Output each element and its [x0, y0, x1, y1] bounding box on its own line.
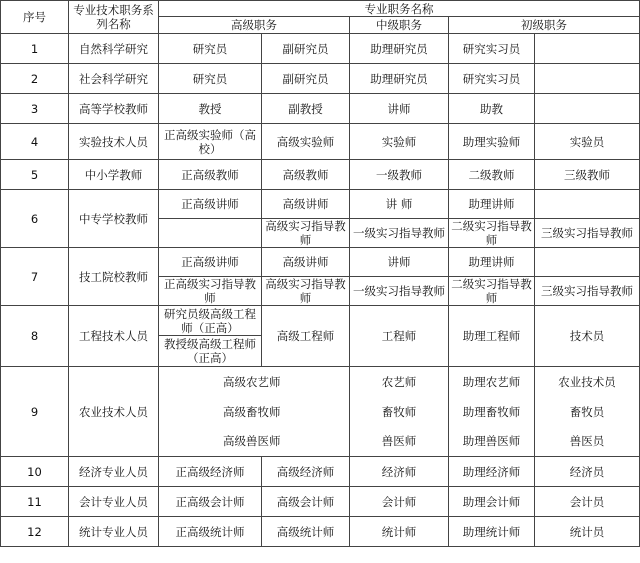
middle-title: 讲 师	[350, 190, 449, 219]
table-row	[1, 34, 640, 64]
junior-title: 助理会计师	[449, 487, 535, 517]
senior-title: 正高级实验师（高校）	[159, 124, 262, 160]
junior-title: 实验员	[535, 124, 640, 160]
junior-title	[535, 64, 640, 94]
senior-title: 正高级统计师	[159, 517, 262, 547]
senior-title: 副研究员	[262, 34, 350, 64]
senior-title: 高级会计师	[262, 487, 350, 517]
middle-title: 一级教师	[350, 160, 449, 190]
junior-title	[535, 34, 640, 64]
junior-title	[535, 248, 640, 277]
table-row	[1, 64, 640, 94]
junior-title: 三级实习指导教师	[535, 277, 640, 306]
row-number: 8	[1, 306, 69, 367]
table-row	[1, 124, 640, 160]
row-number: 1	[1, 34, 69, 64]
middle-title: 讲师	[350, 94, 449, 124]
table-row	[1, 457, 640, 487]
middle-title: 经济师	[350, 457, 449, 487]
middle-title: 助理研究员	[350, 64, 449, 94]
senior-title: 研究员级高级工程师（正高）	[159, 306, 262, 336]
middle-title: 讲师	[350, 248, 449, 277]
series-name: 经济专业人员	[69, 457, 159, 487]
junior-title: 助理畜牧师	[449, 397, 535, 427]
middle-title: 实验师	[350, 124, 449, 160]
senior-title: 正高级会计师	[159, 487, 262, 517]
series-name: 农业技术人员	[69, 367, 159, 457]
header-seq: 序号	[1, 1, 69, 34]
row-number: 3	[1, 94, 69, 124]
junior-title: 三级实习指导教师	[535, 219, 640, 248]
middle-title: 农艺师	[350, 367, 449, 397]
senior-title: 正高级讲师	[159, 190, 262, 219]
junior-title: 畜牧员	[535, 397, 640, 427]
table-row	[1, 367, 640, 397]
senior-title: 研究员	[159, 34, 262, 64]
junior-title: 助理统计师	[449, 517, 535, 547]
header-series-name: 专业技术职务系列名称	[69, 1, 159, 34]
junior-title: 会计员	[535, 487, 640, 517]
junior-title: 助理讲师	[449, 190, 535, 219]
senior-title: 研究员	[159, 64, 262, 94]
junior-title: 统计员	[535, 517, 640, 547]
senior-title: 高级实习指导教师	[262, 277, 350, 306]
junior-title: 助理经济师	[449, 457, 535, 487]
junior-title: 三级教师	[535, 160, 640, 190]
junior-title: 二级实习指导教师	[449, 219, 535, 248]
middle-title: 一级实习指导教师	[350, 219, 449, 248]
senior-title: 副教授	[262, 94, 350, 124]
senior-title: 高级讲师	[262, 190, 350, 219]
middle-title: 兽医师	[350, 427, 449, 457]
series-name: 工程技术人员	[69, 306, 159, 367]
senior-title: 高级农艺师	[159, 367, 350, 397]
row-number: 2	[1, 64, 69, 94]
header-junior: 初级职务	[449, 17, 640, 34]
senior-title: 副研究员	[262, 64, 350, 94]
junior-title: 助教	[449, 94, 535, 124]
series-name: 中小学教师	[69, 160, 159, 190]
table-row	[1, 94, 640, 124]
senior-title: 教授	[159, 94, 262, 124]
table-row	[1, 306, 640, 336]
table-row	[1, 160, 640, 190]
junior-title: 助理兽医师	[449, 427, 535, 457]
senior-title: 高级经济师	[262, 457, 350, 487]
senior-title: 教授级高级工程师（正高）	[159, 336, 262, 367]
series-name: 高等学校教师	[69, 94, 159, 124]
senior-title: 高级统计师	[262, 517, 350, 547]
senior-title: 高级工程师	[262, 306, 350, 367]
row-number: 9	[1, 367, 69, 457]
senior-title: 高级兽医师	[159, 427, 350, 457]
senior-title: 高级实习指导教师	[262, 219, 350, 248]
series-name: 统计专业人员	[69, 517, 159, 547]
table-row	[1, 517, 640, 547]
row-number: 11	[1, 487, 69, 517]
middle-title: 畜牧师	[350, 397, 449, 427]
senior-title: 正高级经济师	[159, 457, 262, 487]
senior-title: 高级畜牧师	[159, 397, 350, 427]
junior-title: 农业技术员	[535, 367, 640, 397]
junior-title: 助理工程师	[449, 306, 535, 367]
senior-title: 高级讲师	[262, 248, 350, 277]
table-row	[1, 487, 640, 517]
senior-title: 正高级实习指导教师	[159, 277, 262, 306]
header-middle: 中级职务	[350, 17, 449, 34]
series-name: 自然科学研究	[69, 34, 159, 64]
header-positions: 专业职务名称	[159, 1, 640, 17]
senior-title: 正高级讲师	[159, 248, 262, 277]
junior-title: 助理讲师	[449, 248, 535, 277]
senior-title: 正高级教师	[159, 160, 262, 190]
series-name: 社会科学研究	[69, 64, 159, 94]
junior-title: 研究实习员	[449, 34, 535, 64]
table-row	[1, 190, 640, 219]
junior-title: 助理农艺师	[449, 367, 535, 397]
row-number: 7	[1, 248, 69, 306]
junior-title: 二级教师	[449, 160, 535, 190]
row-number: 4	[1, 124, 69, 160]
row-number: 10	[1, 457, 69, 487]
table-row	[1, 248, 640, 277]
row-number: 12	[1, 517, 69, 547]
junior-title: 研究实习员	[449, 64, 535, 94]
series-name: 中专学校教师	[69, 190, 159, 248]
row-number: 6	[1, 190, 69, 248]
senior-title: 高级实验师	[262, 124, 350, 160]
middle-title: 工程师	[350, 306, 449, 367]
junior-title: 二级实习指导教师	[449, 277, 535, 306]
series-name: 会计专业人员	[69, 487, 159, 517]
middle-title: 会计师	[350, 487, 449, 517]
senior-title	[159, 219, 262, 248]
middle-title: 统计师	[350, 517, 449, 547]
junior-title: 经济员	[535, 457, 640, 487]
junior-title: 兽医员	[535, 427, 640, 457]
junior-title: 技术员	[535, 306, 640, 367]
middle-title: 一级实习指导教师	[350, 277, 449, 306]
header-senior: 高级职务	[159, 17, 350, 34]
junior-title	[535, 94, 640, 124]
junior-title	[535, 190, 640, 219]
row-number: 5	[1, 160, 69, 190]
middle-title: 助理研究员	[350, 34, 449, 64]
senior-title: 高级教师	[262, 160, 350, 190]
series-name: 技工院校教师	[69, 248, 159, 306]
junior-title: 助理实验师	[449, 124, 535, 160]
series-name: 实验技术人员	[69, 124, 159, 160]
